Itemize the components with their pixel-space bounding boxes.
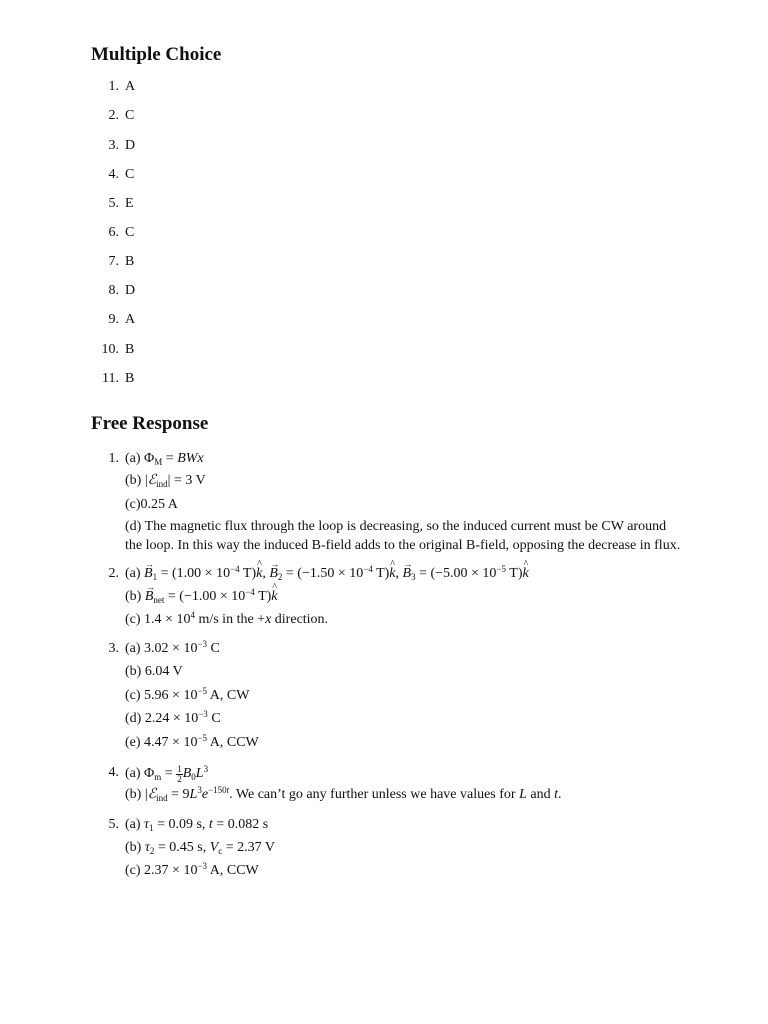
item-number: 5.	[108, 196, 119, 211]
problem-1a: (a) $\Phi_M$ = BWx	[125, 451, 204, 467]
item-number: 9.	[108, 312, 119, 327]
multiple-choice-heading: Multiple Choice	[91, 44, 222, 65]
problem-3d: (d) $2.24 \times 10^{-3}$ C	[125, 709, 221, 726]
item-number: 10.	[101, 342, 119, 357]
item-number: 2.	[108, 108, 119, 123]
problem-2c: (c) $1.4 \times 10^4$ m/s in the +x direction.	[125, 610, 329, 627]
item-number: 7.	[108, 254, 119, 269]
item-answer: C	[125, 167, 135, 182]
problem-number: 4.	[108, 765, 119, 780]
item-answer: C	[125, 108, 135, 123]
problem-number: 5.	[108, 817, 119, 832]
problem-2b: $(b) \to B_{net} = (-1.00 \times 10^{-4}$ T)^ k	[125, 589, 278, 605]
problem-number: 1.	[108, 451, 119, 466]
item-number: 4.	[108, 167, 119, 182]
problem-1d: (d) The magnetic flux through the loop is decreasing, so the induced current must be CW around the loop. In this way the induced B-field adds to the original B-field, opposing the decrease in flux.	[125, 519, 681, 553]
problem-3b: (b) 6.04 V	[125, 664, 183, 679]
item-answer: B	[125, 254, 135, 269]
problem-number: 3.	[108, 641, 119, 656]
item-number: 11.	[102, 371, 119, 386]
item-number: 1.	[108, 79, 119, 94]
problem-3a: (a) $3.02 \times 10^{-3}$ C	[125, 639, 220, 656]
item-answer: B	[125, 342, 135, 357]
problem-1c: (c)0.25 A	[125, 497, 178, 512]
item-answer: C	[125, 225, 135, 240]
item-answer: A	[125, 312, 136, 327]
item-answer: E	[125, 196, 134, 211]
problem-5b: (b) $\tau_2 = 0.45$ s, $V_c = 2.37$ V	[125, 840, 276, 856]
item-number: 3.	[108, 138, 119, 153]
problem-3c: (c) $5.96 \times 10^{-5}$ A, CW	[125, 686, 250, 703]
problem-3e: (e) $4.47 \times 10^{-5}$ A, CCW	[125, 733, 259, 750]
item-number: 6.	[108, 225, 119, 240]
problem-5a: (a) $\tau_1 = 0.09$ s, t = 0.082 s	[125, 817, 269, 833]
item-answer: D	[125, 283, 136, 298]
problem-1b: (b) |ℰ$_{ind}$| = 3 V	[125, 473, 206, 489]
item-number: 8.	[108, 283, 119, 298]
problem-4a: (a) $\Phi_m$ = $\frac{1}{2}$ $B_0L^3$	[125, 764, 209, 784]
problem-2a: $(a) \to B_1 = (1.00 \times 10^{-4}$ T)^ k, → $B_2 = (-1.50 \times 10^{-4}$ T)^ k, → $B_3 = (-5.00 \times 10^{-5}$ T)^ k	[125, 566, 529, 582]
item-answer: B	[125, 371, 135, 386]
item-answer: A	[125, 79, 136, 94]
problem-5c: (c) $2.37 \times 10^{-3}$ A, CCW	[125, 861, 259, 878]
problem-4b: (b) |ℰ$_{ind}$ = $9L^3e^{-150t}$. We can’t go any further unless we have values for L and t.	[125, 785, 562, 803]
problem-number: 2.	[108, 566, 119, 581]
free-response-heading: Free Response	[91, 413, 209, 434]
item-answer: D	[125, 138, 136, 153]
